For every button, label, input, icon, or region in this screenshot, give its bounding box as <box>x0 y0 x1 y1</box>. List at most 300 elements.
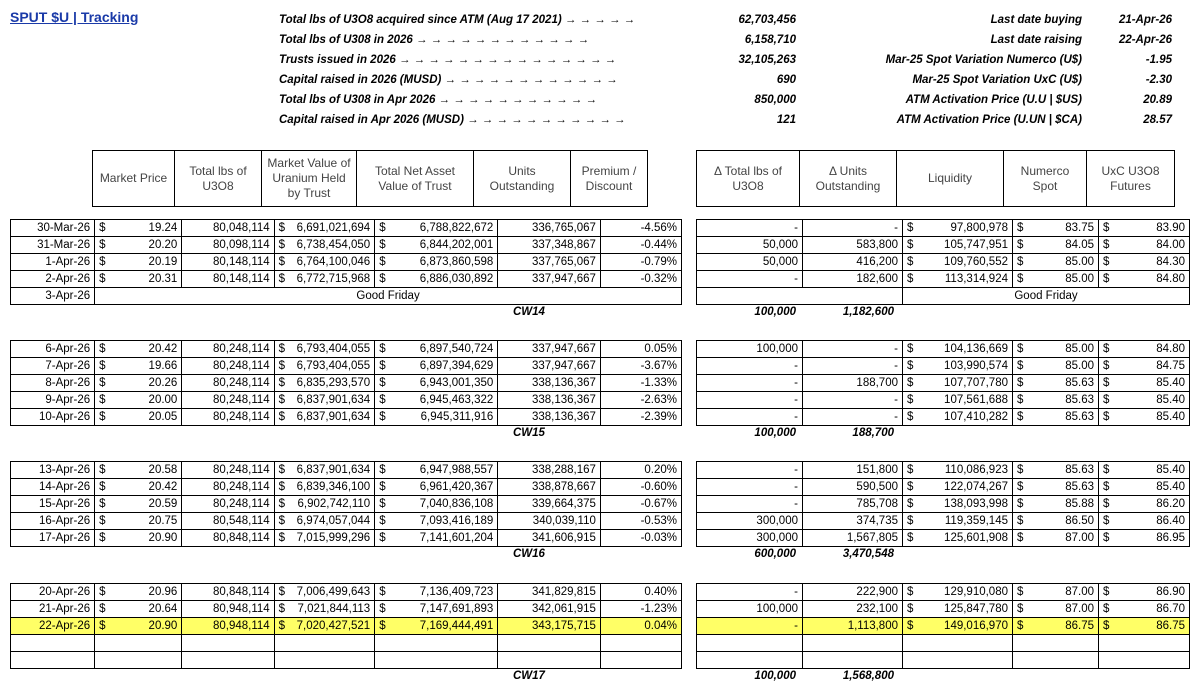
date-cell: 3-Apr-26 <box>11 288 95 305</box>
table-row[interactable] <box>697 496 1190 513</box>
date-cell: 8-Apr-26 <box>11 375 95 392</box>
market-value: 6,793,404,055 <box>296 360 371 372</box>
summary-label: Total lbs of U308 in 2026 → → → → → → → → → → → → <box>279 34 590 46</box>
price-cell <box>95 392 182 409</box>
delta-units-cell: 222,900 <box>803 584 903 601</box>
currency-symbol: $ <box>379 498 386 510</box>
table-row[interactable] <box>697 618 1190 635</box>
table-row[interactable] <box>697 601 1190 618</box>
price-value: 20.90 <box>148 532 178 544</box>
numerco-cell <box>1013 220 1099 237</box>
table-row[interactable] <box>697 220 1190 237</box>
currency-symbol: $ <box>99 586 106 598</box>
delta-lbs-cell: 300,000 <box>697 530 803 547</box>
date-cell <box>11 635 95 652</box>
date-cell: 6-Apr-26 <box>11 341 95 358</box>
currency-symbol: $ <box>379 222 386 234</box>
currency-symbol: $ <box>278 377 286 389</box>
currency-symbol: $ <box>907 256 914 268</box>
summary-value: 62,703,456 <box>738 14 796 26</box>
currency-symbol: $ <box>99 222 106 234</box>
nav-cell <box>375 358 498 375</box>
currency-symbol: $ <box>278 532 286 544</box>
uxc-cell <box>1099 513 1190 530</box>
numerco-cell <box>1013 237 1099 254</box>
numerco-cell <box>1013 513 1099 530</box>
table-row[interactable] <box>697 288 1190 305</box>
delta-units-cell: 785,708 <box>803 496 903 513</box>
empty-cell <box>182 652 274 669</box>
table-row[interactable] <box>11 601 682 618</box>
uxc-cell <box>1099 392 1190 409</box>
premium-cell: 0.04% <box>600 618 681 635</box>
empty-cell <box>182 635 274 652</box>
currency-symbol: $ <box>1017 620 1024 632</box>
price-value: 20.26 <box>148 377 178 389</box>
currency-symbol: $ <box>278 603 286 615</box>
price-cell <box>95 271 182 288</box>
table-row[interactable] <box>697 409 1190 426</box>
date-cell: 13-Apr-26 <box>11 462 95 479</box>
nav-value: 6,961,420,367 <box>419 481 494 493</box>
date-cell: 22-Apr-26 <box>11 618 95 635</box>
lbs-cell: 80,248,114 <box>182 409 274 426</box>
page-title[interactable]: SPUT $U | Tracking <box>10 9 139 25</box>
uxc-value: 84.80 <box>1156 273 1185 285</box>
date-cell: 20-Apr-26 <box>11 584 95 601</box>
liquidity-cell <box>903 358 1013 375</box>
currency-symbol: $ <box>379 532 386 544</box>
uxc-cell <box>1099 462 1190 479</box>
price-cell <box>95 479 182 496</box>
uxc-value: 83.90 <box>1156 222 1185 234</box>
summary-right-label: Last date buying <box>990 14 1082 26</box>
table-row[interactable] <box>697 254 1190 271</box>
premium-cell: -2.39% <box>600 409 681 426</box>
currency-symbol: $ <box>99 515 106 527</box>
date-cell: 9-Apr-26 <box>11 392 95 409</box>
table-row[interactable] <box>11 584 682 601</box>
currency-symbol: $ <box>278 515 286 527</box>
currency-symbol: $ <box>99 603 106 615</box>
market-value: 7,021,844,113 <box>297 603 371 615</box>
table-row[interactable] <box>11 462 682 479</box>
market-value-cell <box>274 358 375 375</box>
currency-symbol: $ <box>99 464 106 476</box>
currency-symbol: $ <box>379 394 386 406</box>
numerco-cell <box>1013 341 1099 358</box>
currency-symbol: $ <box>379 256 386 268</box>
currency-symbol: $ <box>99 360 106 372</box>
numerco-value: 85.63 <box>1065 464 1094 476</box>
nav-value: 6,886,030,892 <box>419 273 494 285</box>
units-cell: 338,878,667 <box>498 479 601 496</box>
summary-label: Total lbs of U308 in Apr 2026 → → → → → → → → → → → <box>279 94 598 106</box>
uxc-cell <box>1099 479 1190 496</box>
currency-symbol: $ <box>907 586 914 598</box>
currency-symbol: $ <box>1017 360 1024 372</box>
currency-symbol: $ <box>278 239 286 251</box>
delta-lbs-cell: - <box>697 462 803 479</box>
table-row[interactable] <box>11 409 682 426</box>
table-row[interactable] <box>11 652 682 669</box>
numerco-value: 83.75 <box>1065 222 1094 234</box>
liquidity-cell <box>903 409 1013 426</box>
lbs-cell: 80,248,114 <box>182 479 274 496</box>
lbs-cell: 80,148,114 <box>182 254 274 271</box>
currency-symbol: $ <box>379 343 386 355</box>
currency-symbol: $ <box>278 222 286 234</box>
currency-symbol: $ <box>278 273 286 285</box>
market-value: 6,772,715,968 <box>296 273 371 285</box>
table-row[interactable] <box>11 288 682 305</box>
currency-symbol: $ <box>1103 256 1110 268</box>
market-value-cell <box>274 220 375 237</box>
table-row[interactable] <box>697 530 1190 547</box>
currency-symbol: $ <box>1017 256 1024 268</box>
currency-symbol: $ <box>1017 222 1024 234</box>
uxc-value: 85.40 <box>1156 464 1185 476</box>
table-row[interactable] <box>11 392 682 409</box>
column-header: Units Outstanding <box>474 151 571 207</box>
column-header: Total lbs of U3O8 <box>175 151 262 207</box>
liquidity-cell <box>903 496 1013 513</box>
currency-symbol: $ <box>379 360 386 372</box>
units-cell: 342,061,915 <box>498 601 601 618</box>
premium-cell: 0.05% <box>600 341 681 358</box>
price-cell <box>95 584 182 601</box>
delta-units-cell: 416,200 <box>803 254 903 271</box>
data-table-left <box>10 461 682 547</box>
market-value-cell <box>274 271 375 288</box>
week-sum-lbs: 100,000 <box>754 427 796 439</box>
uxc-value: 84.75 <box>1156 360 1185 372</box>
currency-symbol: $ <box>99 239 106 251</box>
summary-right-value: 20.89 <box>1143 94 1172 106</box>
numerco-value: 85.63 <box>1065 481 1094 493</box>
market-value: 7,015,999,296 <box>296 532 371 544</box>
numerco-cell <box>1013 462 1099 479</box>
premium-cell: -0.32% <box>600 271 681 288</box>
table-row[interactable] <box>697 652 1190 669</box>
liquidity-value: 138,093,998 <box>944 498 1008 510</box>
nav-value: 7,040,836,108 <box>419 498 494 510</box>
summary-label: Capital raised in Apr 2026 (MUSD) → → → → → → → → → → → <box>279 114 626 126</box>
currency-symbol: $ <box>99 481 106 493</box>
summary-label: Capital raised in 2026 (MUSD) → → → → → → → → → → → → <box>279 74 618 86</box>
lbs-cell: 80,948,114 <box>182 601 274 618</box>
empty-cell <box>375 635 498 652</box>
delta-lbs-cell: - <box>697 271 803 288</box>
numerco-cell <box>1013 618 1099 635</box>
currency-symbol: $ <box>1103 377 1110 389</box>
uxc-cell <box>1099 584 1190 601</box>
table-row[interactable] <box>11 341 682 358</box>
empty-cell <box>375 652 498 669</box>
market-value-cell <box>274 601 375 618</box>
market-value-cell <box>274 618 375 635</box>
currency-symbol: $ <box>1103 603 1110 615</box>
liquidity-value: 109,760,552 <box>944 256 1008 268</box>
uxc-cell <box>1099 409 1190 426</box>
currency-symbol: $ <box>99 532 106 544</box>
nav-cell <box>375 584 498 601</box>
column-header: Market Price <box>93 151 175 207</box>
currency-symbol: $ <box>99 411 106 423</box>
liquidity-cell <box>903 220 1013 237</box>
delta-units-cell: - <box>803 341 903 358</box>
liquidity-cell <box>903 254 1013 271</box>
currency-symbol: $ <box>99 377 106 389</box>
nav-cell <box>375 254 498 271</box>
table-row[interactable] <box>697 513 1190 530</box>
delta-lbs-cell: 100,000 <box>697 601 803 618</box>
nav-cell <box>375 392 498 409</box>
calendar-week-label: CW14 <box>513 306 545 318</box>
holiday-cell: Good Friday <box>903 288 1190 305</box>
table-row[interactable] <box>11 220 682 237</box>
market-value: 6,837,901,634 <box>296 411 371 423</box>
table-row[interactable] <box>11 530 682 547</box>
table-row[interactable] <box>697 237 1190 254</box>
currency-symbol: $ <box>278 464 286 476</box>
empty-cell <box>95 652 182 669</box>
nav-value: 6,897,540,724 <box>419 343 494 355</box>
uxc-cell <box>1099 375 1190 392</box>
units-cell: 337,348,867 <box>498 237 601 254</box>
uxc-cell <box>1099 601 1190 618</box>
units-cell: 337,765,067 <box>498 254 601 271</box>
currency-symbol: $ <box>1103 464 1110 476</box>
summary-right-value: -1.95 <box>1145 54 1172 66</box>
nav-value: 7,141,601,204 <box>419 532 494 544</box>
price-cell <box>95 341 182 358</box>
nav-cell <box>375 462 498 479</box>
table-row[interactable] <box>697 462 1190 479</box>
currency-symbol: $ <box>1017 273 1024 285</box>
data-table-left <box>10 219 682 305</box>
price-value: 20.58 <box>148 464 178 476</box>
delta-lbs-cell: - <box>697 496 803 513</box>
table-row[interactable] <box>11 254 682 271</box>
nav-value: 6,945,463,322 <box>419 394 494 406</box>
units-cell: 343,175,715 <box>498 618 601 635</box>
currency-symbol: $ <box>99 256 106 268</box>
table-row[interactable] <box>697 271 1190 288</box>
currency-symbol: $ <box>379 586 386 598</box>
delta-lbs-cell: 100,000 <box>697 341 803 358</box>
table-row[interactable] <box>11 479 682 496</box>
uxc-value: 86.40 <box>1156 515 1185 527</box>
premium-cell: -0.60% <box>600 479 681 496</box>
market-value: 6,764,100,046 <box>296 256 371 268</box>
price-value: 20.19 <box>148 256 178 268</box>
week-sum-units: 188,700 <box>852 427 894 439</box>
premium-cell: -0.79% <box>600 254 681 271</box>
week-sum-units: 1,182,600 <box>842 306 894 318</box>
liquidity-cell <box>903 392 1013 409</box>
table-row[interactable] <box>697 584 1190 601</box>
nav-cell <box>375 530 498 547</box>
empty-cell <box>274 635 375 652</box>
empty-cell <box>1013 635 1099 652</box>
numerco-value: 85.88 <box>1065 498 1094 510</box>
currency-symbol: $ <box>1103 498 1110 510</box>
liquidity-value: 104,136,669 <box>944 343 1008 355</box>
currency-symbol: $ <box>1103 343 1110 355</box>
price-value: 20.64 <box>148 603 178 615</box>
table-row[interactable] <box>11 237 682 254</box>
price-value: 20.42 <box>148 343 178 355</box>
empty-cell <box>498 635 601 652</box>
currency-symbol: $ <box>1103 620 1110 632</box>
currency-symbol: $ <box>278 256 286 268</box>
numerco-cell <box>1013 358 1099 375</box>
table-row[interactable] <box>11 496 682 513</box>
currency-symbol: $ <box>379 464 386 476</box>
date-cell: 7-Apr-26 <box>11 358 95 375</box>
column-header: UxC U3O8 Futures <box>1087 151 1175 207</box>
table-row[interactable] <box>11 513 682 530</box>
date-cell: 2-Apr-26 <box>11 271 95 288</box>
uxc-cell <box>1099 220 1190 237</box>
table-row[interactable] <box>697 392 1190 409</box>
market-value: 7,006,499,643 <box>296 586 371 598</box>
market-value-cell <box>274 237 375 254</box>
table-row[interactable] <box>11 618 682 635</box>
liquidity-value: 107,561,688 <box>944 394 1008 406</box>
premium-cell: 0.40% <box>600 584 681 601</box>
currency-symbol: $ <box>1103 481 1110 493</box>
nav-cell <box>375 220 498 237</box>
market-value-cell <box>274 462 375 479</box>
empty-cell <box>697 652 803 669</box>
price-cell <box>95 237 182 254</box>
summary-right-value: 28.57 <box>1143 114 1172 126</box>
units-cell: 338,136,367 <box>498 375 601 392</box>
currency-symbol: $ <box>1017 411 1024 423</box>
lbs-cell: 80,248,114 <box>182 375 274 392</box>
delta-units-cell: 1,567,805 <box>803 530 903 547</box>
summary-label: Total lbs of U3O8 acquired since ATM (Aug 17 2021) → → → → → <box>279 14 636 26</box>
column-header: Total Net Asset Value of Trust <box>357 151 474 207</box>
numerco-value: 85.63 <box>1065 411 1094 423</box>
liquidity-cell <box>903 479 1013 496</box>
market-value-cell <box>274 479 375 496</box>
table-row[interactable] <box>697 341 1190 358</box>
numerco-value: 85.00 <box>1065 273 1094 285</box>
currency-symbol: $ <box>1017 464 1024 476</box>
lbs-cell: 80,248,114 <box>182 392 274 409</box>
currency-symbol: $ <box>99 273 106 285</box>
market-value-cell <box>274 392 375 409</box>
premium-cell: -0.44% <box>600 237 681 254</box>
liquidity-value: 110,086,923 <box>944 464 1008 476</box>
delta-lbs-cell: 50,000 <box>697 254 803 271</box>
price-value: 20.59 <box>148 498 178 510</box>
price-cell <box>95 254 182 271</box>
market-value-cell <box>274 513 375 530</box>
table-row[interactable] <box>697 635 1190 652</box>
market-value: 6,974,057,044 <box>296 515 371 527</box>
data-table-left <box>10 583 682 669</box>
currency-symbol: $ <box>278 620 286 632</box>
nav-cell <box>375 341 498 358</box>
numerco-cell <box>1013 392 1099 409</box>
empty-cell <box>803 635 903 652</box>
currency-symbol: $ <box>1103 239 1110 251</box>
nav-cell <box>375 375 498 392</box>
data-table-right <box>696 219 1190 305</box>
date-cell: 10-Apr-26 <box>11 409 95 426</box>
numerco-cell <box>1013 584 1099 601</box>
liquidity-cell <box>903 271 1013 288</box>
delta-lbs-cell: 50,000 <box>697 237 803 254</box>
table-row[interactable] <box>697 375 1190 392</box>
table-row[interactable] <box>11 358 682 375</box>
currency-symbol: $ <box>1103 532 1110 544</box>
market-value-cell <box>274 409 375 426</box>
numerco-value: 85.00 <box>1065 360 1094 372</box>
currency-symbol: $ <box>907 343 914 355</box>
empty-cell <box>1099 635 1190 652</box>
empty-cell <box>498 652 601 669</box>
currency-symbol: $ <box>1017 498 1024 510</box>
uxc-cell <box>1099 358 1190 375</box>
nav-cell <box>375 496 498 513</box>
liquidity-value: 105,747,951 <box>944 239 1008 251</box>
delta-lbs-cell: - <box>697 220 803 237</box>
liquidity-value: 107,410,282 <box>944 411 1008 423</box>
lbs-cell: 80,248,114 <box>182 462 274 479</box>
table-row[interactable] <box>697 358 1190 375</box>
premium-cell: -3.67% <box>600 358 681 375</box>
date-cell: 1-Apr-26 <box>11 254 95 271</box>
nav-value: 7,169,444,491 <box>419 620 494 632</box>
nav-cell <box>375 409 498 426</box>
units-cell: 338,136,367 <box>498 409 601 426</box>
price-value: 20.42 <box>148 481 178 493</box>
table-row[interactable] <box>697 479 1190 496</box>
uxc-value: 84.80 <box>1156 343 1185 355</box>
units-cell: 341,606,915 <box>498 530 601 547</box>
liquidity-value: 113,314,924 <box>944 273 1008 285</box>
liquidity-cell <box>903 375 1013 392</box>
currency-symbol: $ <box>1017 377 1024 389</box>
currency-symbol: $ <box>1103 394 1110 406</box>
summary-right-label: Mar-25 Spot Variation UxC (U$) <box>912 74 1082 86</box>
table-row[interactable] <box>11 375 682 392</box>
uxc-value: 85.40 <box>1156 481 1185 493</box>
table-row[interactable] <box>11 635 682 652</box>
nav-value: 6,897,394,629 <box>419 360 494 372</box>
currency-symbol: $ <box>379 515 386 527</box>
currency-symbol: $ <box>907 222 914 234</box>
summary-right-value: -2.30 <box>1145 74 1172 86</box>
table-row[interactable] <box>11 271 682 288</box>
numerco-value: 84.05 <box>1065 239 1094 251</box>
holiday-cell: Good Friday <box>95 288 682 305</box>
lbs-cell: 80,248,114 <box>182 496 274 513</box>
currency-symbol: $ <box>907 360 914 372</box>
summary-value: 6,158,710 <box>744 34 796 46</box>
uxc-cell <box>1099 254 1190 271</box>
uxc-value: 84.00 <box>1156 239 1185 251</box>
price-value: 20.05 <box>148 411 178 423</box>
numerco-value: 85.63 <box>1065 394 1094 406</box>
price-cell <box>95 513 182 530</box>
currency-symbol: $ <box>99 620 106 632</box>
